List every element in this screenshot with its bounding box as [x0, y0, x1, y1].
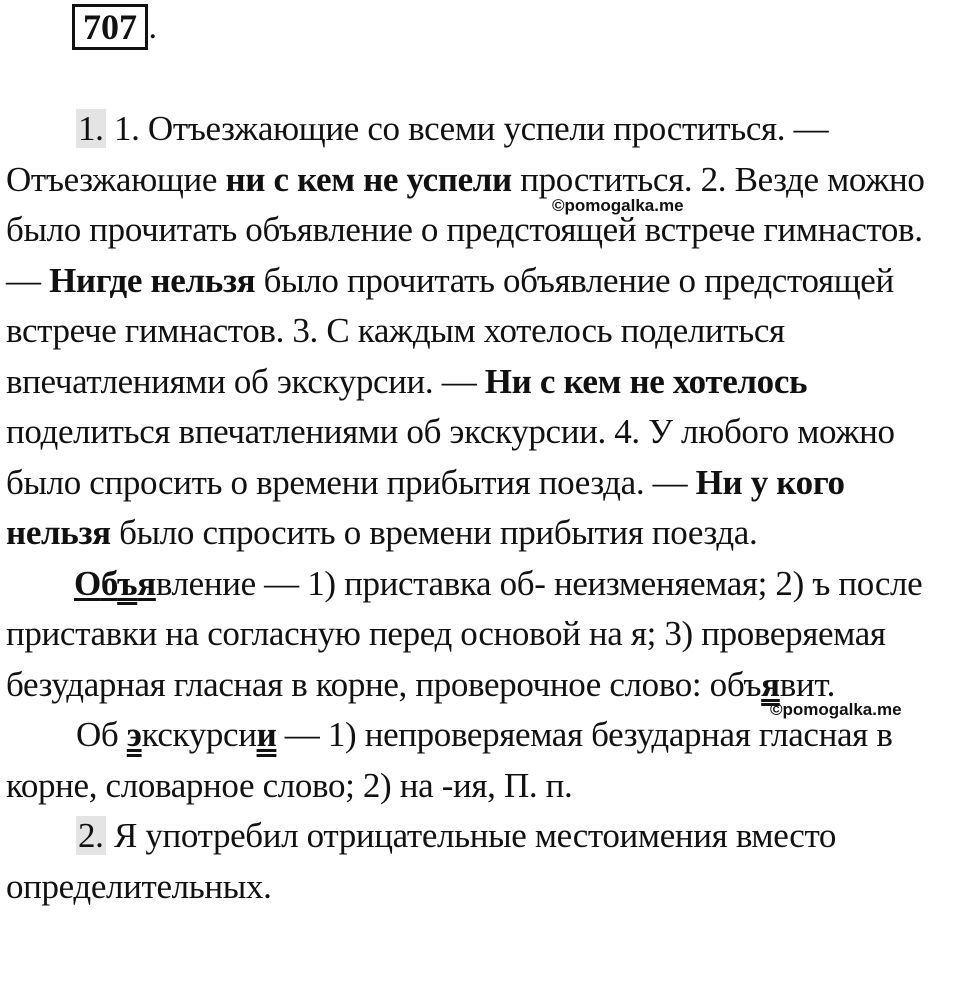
p2-text-2: вит.: [779, 664, 836, 704]
p1-bold-2: Нигде нельзя: [49, 260, 256, 300]
p1-text-1: 1. Отъезжающие со всеми успели проститься. — Отъезжающие: [6, 109, 829, 199]
p2-text-1: — 1) приставка об- неизменяемая; 2) ъ после приставки на согласную перед основой на я; 3) проверяемая безударная гласная в корне, проверочное слово: объ: [6, 563, 923, 704]
word-prefix-b: б: [100, 563, 118, 603]
p1-text-3: было прочитать объявление о предстоящей встрече гимнастов. 3. С каждым хотелось поделиться впечатлениями об экскурсии. —: [6, 260, 894, 401]
word-hard-sign: ъ: [117, 563, 138, 603]
word-prefix-o: О: [74, 563, 101, 603]
part-2-marker: 2.: [78, 816, 104, 855]
letter-e: э: [126, 715, 142, 754]
p1-bold-3: Ни с кем не хотелось: [484, 361, 808, 401]
paragraph-obyavlenie: [6, 559, 956, 711]
task-number-dot: .: [148, 9, 157, 46]
part-1-marker: 1.: [78, 109, 104, 148]
p3-mid: кскурси: [141, 715, 257, 754]
check-word-ya: я: [761, 664, 780, 704]
word-rest: вление: [155, 563, 256, 603]
paragraph-ekskursii: [6, 710, 956, 811]
p1-bold-1: ни с кем не успели: [225, 159, 512, 199]
task-number: 707: [83, 7, 137, 47]
paragraph-part-1: [6, 104, 956, 559]
p1-bold-4: Ни у кого нельзя: [6, 462, 845, 552]
p4-text: Я употребил отрицательные местоимения вместо определительных.: [6, 816, 837, 906]
word-root-ya: я: [137, 563, 156, 603]
p1-text-5: было спросить о времени прибытия поезда.: [110, 513, 758, 552]
paragraph-part-2: [6, 811, 956, 912]
letter-i: и: [256, 715, 277, 754]
p3-lead: Об: [76, 715, 127, 754]
p3-text-1: — 1) непроверяемая безударная гласная в корне, словарное слово; 2) на -ия, П. п.: [6, 715, 893, 805]
watermark-2: ©pomogalka.me: [770, 700, 902, 719]
p1-text-4: поделиться впечатлениями об экскурсии. 4. У любого можно было спросить о времени прибытия поезда. —: [6, 412, 895, 502]
watermark-1: ©pomogalka.me: [552, 196, 684, 215]
answer-text: [6, 104, 956, 912]
p1-text-2: проститься. 2. Везде можно было прочитать объявление о предстоящей встрече гимнастов. —: [6, 159, 925, 300]
task-number-box: [72, 4, 157, 50]
